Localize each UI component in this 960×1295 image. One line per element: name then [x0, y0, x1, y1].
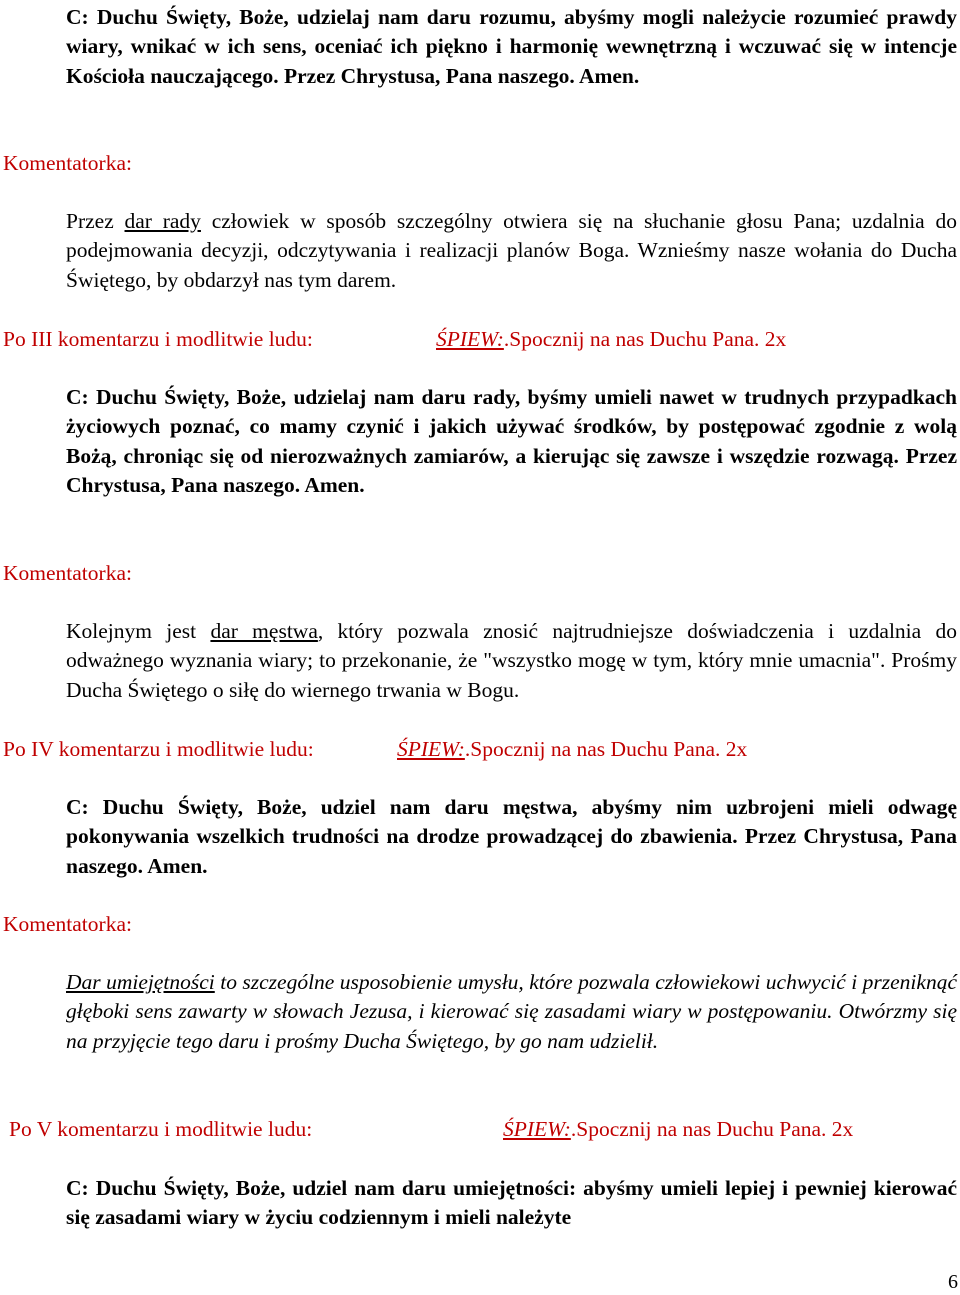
- song-label: ŚPIEW:: [397, 737, 465, 761]
- commentary-umiejetnosc: [66, 968, 957, 1056]
- commentator-label: Komentatorka:: [3, 561, 132, 585]
- prayer-rozum: C: Duchu Święty, Boże, udzielaj nam daru rozumu, abyśmy mogli należycie rozumieć prawdy wiary, wnikać w ich sens, oceniać ich piękno i harmonię wewnętrzną i wczuwać się w intencje Kościoła nauczającego. Przez Chrystusa, Pana naszego. Amen.: [66, 5, 957, 88]
- song-lead: Po V komentarzu i modlitwie ludu:: [9, 1117, 313, 1141]
- prayer-umiejetnosc: C: Duchu Święty, Boże, udziel nam daru umiejętności: abyśmy umieli lepiej i pewniej kierować się zasadami wiary w życiu codziennym i mieli należyte: [66, 1176, 957, 1230]
- commentary-pre: Przez: [66, 209, 125, 233]
- commentator-label: Komentatorka:: [3, 912, 132, 936]
- commentary-text: to szczególne usposobienie umysłu, które pozwala człowiekowi uchwycić i przeniknąć głęboki sens zawarty w słowach Jezusa, i kierować się zasadami wiary w postępowaniu. Otwórzmy się na przyjęcie tego daru i prośmy Ducha Świętego, by go nam udzielił.: [66, 970, 957, 1053]
- commentary-rada: [66, 207, 957, 295]
- gift-term: dar męstwa: [210, 619, 318, 643]
- song-title: .Spocznij na nas Duchu Pana. 2x: [570, 1117, 854, 1141]
- commentary-text: człowiek w sposób szczególny otwiera się na słuchanie głosu Pana; uzdalnia do podejmowania decyzji, odczytywania i realizacji planów Boga. Wznieśmy nasze wołania do Ducha Świętego, by obdarzył nas tym darem.: [66, 209, 957, 292]
- song-label: ŚPIEW:: [503, 1117, 571, 1141]
- song-label: ŚPIEW:: [436, 327, 504, 351]
- song-cue: [503, 1115, 853, 1144]
- prayer-mestwo: C: Duchu Święty, Boże, udziel nam daru męstwa, abyśmy nim uzbrojeni mieli odwagę pokonywania wszelkich trudności na drodze prowadzącej do zbawienia. Przez Chrystusa, Pana naszego. Amen.: [66, 795, 957, 878]
- prayer-rada: C: Duchu Święty, Boże, udzielaj nam daru rady, byśmy umieli nawet w trudnych przypadkach życiowych poznać, co mamy czynić i jakich używać środków, by postępować zgodnie z wolą Bożą, chroniąc się od nierozważnych zamiarów, a kierując się zawsze i wszędzie rozwagą. Przez Chrystusa, Pana naszego. Amen.: [66, 385, 957, 497]
- song-lead: Po III komentarzu i modlitwie ludu:: [3, 327, 313, 351]
- song-title: .Spocznij na nas Duchu Pana. 2x: [464, 737, 748, 761]
- song-cue: [436, 325, 786, 354]
- gift-term: dar rady: [124, 209, 201, 233]
- commentary-pre: Kolejnym jest: [66, 619, 211, 643]
- commentary-mestwo: [66, 617, 957, 705]
- song-title: .Spocznij na nas Duchu Pana. 2x: [503, 327, 787, 351]
- commentary-text: , który pozwala znosić najtrudniejsze doświadczenia i uzdalnia do odważnego wyznania wiary; to przekonanie, że "wszystko mogę w tym, który mnie umacnia". Prośmy Ducha Świętego o siłę do wiernego trwania w Bogu.: [66, 619, 957, 702]
- commentator-label: Komentatorka:: [3, 151, 132, 175]
- page-number: 6: [948, 1271, 958, 1293]
- song-cue: [397, 735, 747, 764]
- gift-term: Dar umiejętności: [66, 970, 215, 994]
- song-lead: Po IV komentarzu i modlitwie ludu:: [3, 737, 314, 761]
